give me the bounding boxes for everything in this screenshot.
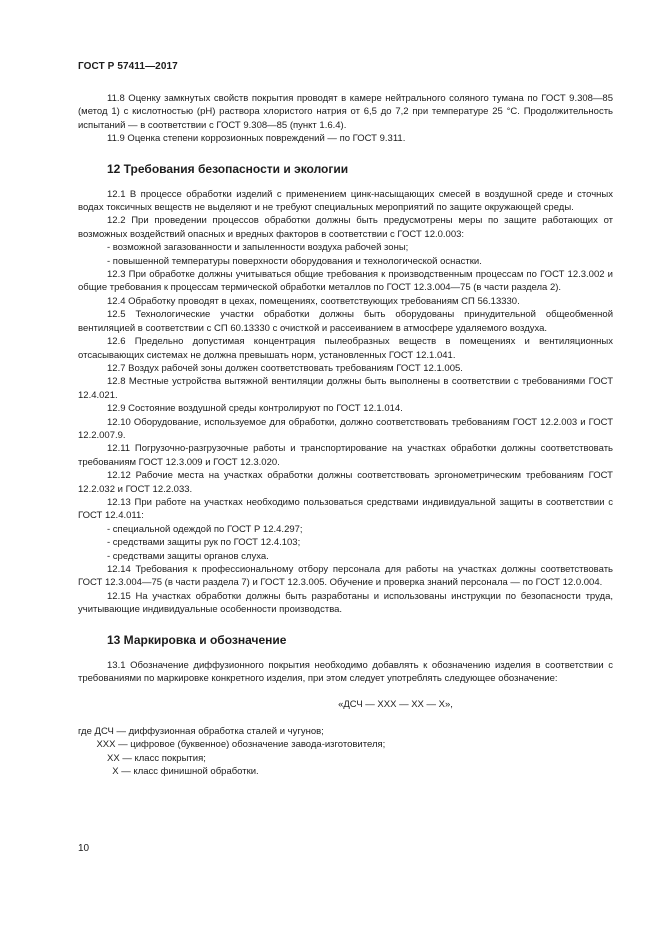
paragraph-12-7: 12.7 Воздух рабочей зоны должен соответствовать требованиям ГОСТ 12.1.005.	[107, 362, 463, 374]
paragraph-12-11: 12.11 Погрузочно-разгрузочные работы и транспортирование на участках обработки должны соответствовать требованиям ГОСТ 12.3.009 и ГОСТ 12.3.020.	[78, 443, 613, 468]
definition-line: Х — класс финишной обработки.	[78, 766, 259, 778]
section-13-heading: 13 Маркировка и обозначение	[107, 632, 287, 647]
list-item: - повышенной температуры поверхности оборудования и технологической оснастки.	[107, 255, 482, 267]
paragraph-13-1: 13.1 Обозначение диффузионного покрытия необходимо добавлять к обозначению изделия в соответствии с требованиями по маркировке конкретного изделия, при этом следует употреблять следующее обозначение:	[78, 659, 613, 685]
paragraph-12-10: 12.10 Оборудование, используемое для обработки, должно соответствовать требованиям ГОСТ 12.2.003 и ГОСТ 12.2.007.9.	[78, 416, 613, 441]
list-item: - средствами защиты органов слуха.	[107, 550, 269, 562]
list-item: - средствами защиты рук по ГОСТ 12.4.103;	[107, 537, 301, 549]
paragraph-12-2: 12.2 При проведении процессов обработки должны быть предусмотрены меры по защите работающих от возможных воздействий опасных и вредных факторов в соответствии с ГОСТ 12.0.003:	[78, 215, 613, 240]
paragraph-12-14: 12.14 Требования к профессиональному отбору персонала для работы на участках должны соответствовать ГОСТ 12.3.004—75 (в части раздела 7) и ГОСТ 12.3.005. Обучение и проверка знаний персонала — по ГОСТ 12.0.004.	[78, 564, 613, 589]
section-12-heading: 12 Требования безопасности и экологии	[107, 161, 349, 176]
paragraph-12-13: 12.13 При работе на участках необходимо пользоваться средствами индивидуальной защиты в соответствии с ГОСТ 12.4.011:	[78, 496, 613, 522]
paragraph-12-4: 12.4 Обработку проводят в цехах, помещениях, соответствующих требованиям СП 56.13330.	[107, 295, 520, 307]
paragraph-12-5: 12.5 Технологические участки обработки должны быть оборудованы принудительной общеобменной вентиляцией в соответствии с СП 60.13330 с очисткой и рассеиванием в атмосфере удаляемого воздуха.	[78, 309, 613, 334]
paragraph-12-3: 12.3 При обработке должны учитываться общие требования к производственным процессам по ГОСТ 12.3.002 и общие требования к процессам термической обработки металлов по ГОСТ 12.3.004—75 (в части раздела 2).	[78, 269, 613, 294]
paragraph-12-1: 12.1 В процессе обработки изделий с применением цинк-насыщающих смесей в воздушной среде и сточных водах токсичных веществ не выделяют и не требуют специальных мероприятий по защите окружающей среды.	[78, 188, 613, 214]
document-body	[78, 92, 613, 778]
document-header: ГОСТ Р 57411—2017	[78, 61, 178, 72]
list-item: - возможной загазованности и запыленности воздуха рабочей зоны;	[107, 242, 409, 254]
definition-line: ХХХ — цифровое (буквенное) обозначение завода-изготовителя;	[78, 739, 386, 751]
paragraph-12-9: 12.9 Состояние воздушной среды контролируют по ГОСТ 12.1.014.	[107, 403, 403, 415]
designation-formula: «ДСЧ — ХХХ — ХХ — Х»,	[338, 699, 453, 711]
paragraph-12-15: 12.15 На участках обработки должны быть разработаны и использованы инструкции по безопасности труда, учитывающие индивидуальные особенности производства.	[78, 590, 613, 616]
paragraph-11-8: 11.8 Оценку замкнутых свойств покрытия проводят в камере нейтрального соляного тумана по ГОСТ 9.308—85 (метод 1) с кислотностью (pH) раствора хлористого натрия от 6,5 до 7,2 при температуре 25 °С. Продолжительность испытаний — в соответствии с ГОСТ 9.308—85 (пункт 1.6.4).	[78, 93, 613, 131]
list-item: - специальной одеждой по ГОСТ Р 12.4.297;	[107, 523, 303, 535]
page-number: 10	[78, 843, 90, 854]
definition-line: ХХ — класс покрытия;	[78, 752, 206, 764]
paragraph-11-9: 11.9 Оценка степени коррозионных повреждений — по ГОСТ 9.311.	[107, 133, 406, 145]
paragraph-12-6: 12.6 Предельно допустимая концентрация пылеобразных веществ в помещениях и вентиляционных отсасывающих системах не должна превышать норм, установленных ГОСТ 12.1.041.	[78, 336, 613, 361]
definition-line: где ДСЧ — диффузионная обработка сталей и чугунов;	[78, 725, 324, 737]
paragraph-12-12: 12.12 Рабочие места на участках обработки должны соответствовать эргонометрическим требованиям ГОСТ 12.2.032 и ГОСТ 12.2.033.	[78, 470, 613, 495]
paragraph-12-8: 12.8 Местные устройства вытяжной вентиляции должны быть выполнены в соответствии с требованиями ГОСТ 12.4.021.	[78, 376, 613, 401]
